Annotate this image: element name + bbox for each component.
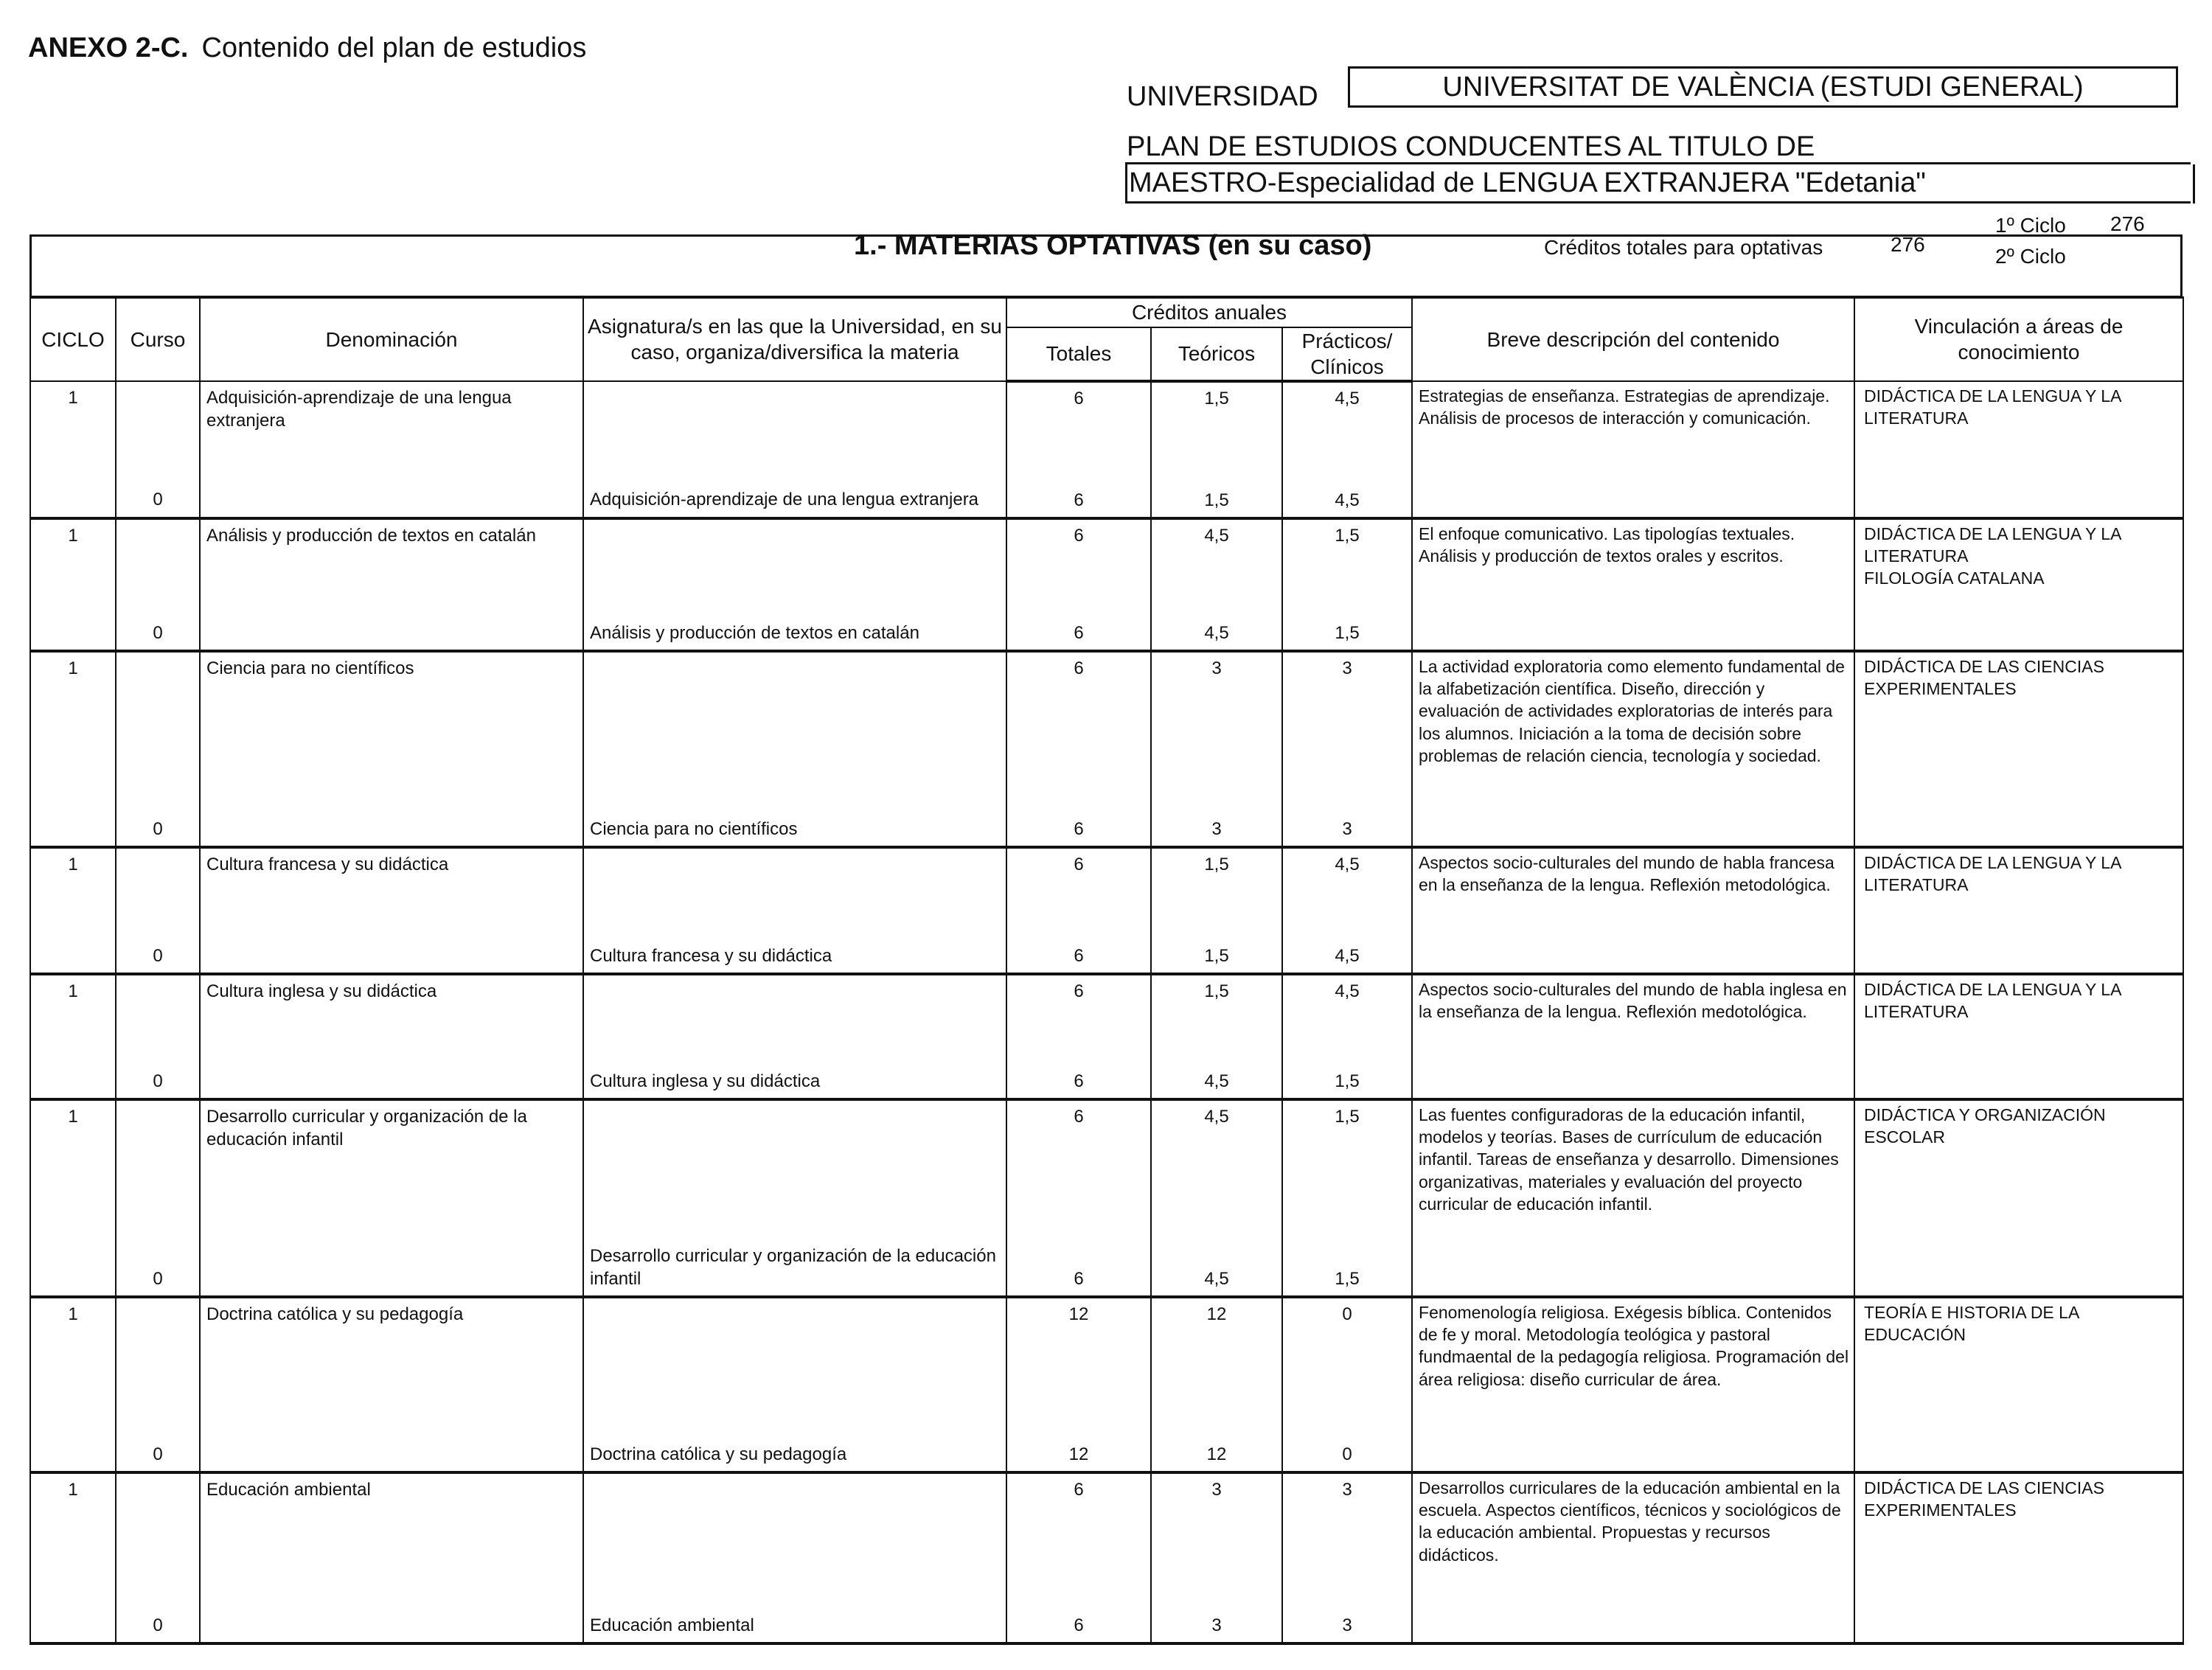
materia-totales: 6 — [1074, 658, 1084, 678]
asignatura-practicos: 1,5 — [1335, 623, 1360, 644]
materia-practicos: 3 — [1342, 1479, 1352, 1500]
table-row — [30, 1297, 2183, 1472]
asignatura-practicos: 0 — [1342, 1444, 1352, 1465]
ciclo-value: 1 — [68, 1304, 78, 1324]
materia-name: Cultura inglesa y su didáctica — [206, 981, 437, 1001]
plan-label: PLAN DE ESTUDIOS CONDUCENTES AL TITULO DE — [1127, 131, 1815, 162]
materia-teoricos: 4,5 — [1204, 1106, 1229, 1127]
table-body — [30, 381, 2183, 1643]
asignatura-teoricos: 3 — [1211, 819, 1222, 840]
asignatura-name: Cultura francesa y su didáctica — [590, 946, 832, 967]
materia-teoricos: 3 — [1211, 658, 1222, 678]
asignatura-teoricos: 1,5 — [1204, 946, 1229, 967]
ciclo-value: 1 — [68, 854, 78, 874]
ciclo-value: 1 — [68, 658, 78, 678]
curso-value: 0 — [153, 1071, 163, 1092]
asignatura-teoricos: 4,5 — [1204, 1269, 1229, 1290]
content-description: Desarrollos curriculares de la educación ambiental en la escuela. Aspectos científicos, técnicos y sociológicos de la educación ambiental. Propuestas y recursos didácticos. — [1419, 1478, 1841, 1565]
university-label: UNIVERSIDAD — [1127, 81, 1318, 112]
table-row — [30, 1472, 2183, 1643]
asignatura-teoricos: 3 — [1211, 1615, 1222, 1636]
section-title: 1.- MATERIAS OPTATIVAS (en su caso) — [854, 230, 1372, 261]
knowledge-area: DIDÁCTICA DE LAS CIENCIAS EXPERIMENTALES — [1864, 1478, 2104, 1520]
materia-teoricos: 1,5 — [1204, 854, 1229, 874]
asignatura-practicos: 3 — [1342, 1615, 1352, 1636]
curso-value: 0 — [153, 1269, 163, 1290]
knowledge-area: DIDÁCTICA DE LAS CIENCIAS EXPERIMENTALES — [1864, 656, 2104, 698]
col-practicos: Prácticos/ Clínicos — [1282, 327, 1412, 381]
materia-practicos: 1,5 — [1335, 525, 1360, 546]
col-curso: Curso — [116, 298, 200, 381]
materia-totales: 6 — [1074, 1106, 1084, 1127]
col-creditos-anuales: Créditos anuales — [1006, 298, 1412, 327]
knowledge-areas — [1855, 849, 2183, 897]
materia-name: Cultura francesa y su didáctica — [206, 854, 449, 874]
knowledge-areas — [1855, 382, 2183, 430]
credits-total-label: Créditos totales para optativas — [1544, 236, 1823, 259]
materia-teoricos: 1,5 — [1204, 981, 1229, 1001]
knowledge-area: TEORÍA E HISTORIA DE LA EDUCACIÓN — [1864, 1302, 2079, 1344]
asignatura-totales: 6 — [1074, 946, 1084, 967]
content-description: Estrategias de enseñanza. Estrategias de aprendizaje. Análisis de procesos de interacción y comunicación. — [1419, 386, 1830, 428]
curso-value: 0 — [153, 1615, 163, 1636]
annex-heading — [28, 32, 586, 64]
asignatura-name: Desarrollo curricular y organización de la educación infantil — [590, 1246, 996, 1290]
curso-value: 0 — [153, 490, 163, 510]
table-row — [30, 381, 2183, 518]
knowledge-areas — [1855, 1474, 2183, 1522]
knowledge-area: DIDÁCTICA DE LA LENGUA Y LA LITERATURA — [1864, 386, 2121, 428]
materia-name: Ciencia para no científicos — [206, 658, 414, 678]
ciclo-value: 1 — [68, 1479, 78, 1500]
materia-practicos: 1,5 — [1335, 1106, 1360, 1127]
content-description: Aspectos socio-culturales del mundo de habla francesa en la enseñanza de la lengua. Reflexión metodológica. — [1419, 852, 1834, 894]
asignatura-name: Adquisición-aprendizaje de una lengua extranjera — [590, 490, 979, 510]
table-row — [30, 1099, 2183, 1297]
asignatura-name: Doctrina católica y su pedagogía — [590, 1444, 847, 1465]
table-row — [30, 518, 2183, 651]
knowledge-area: DIDÁCTICA DE LA LENGUA Y LA LITERATURA — [1864, 979, 2121, 1021]
asignatura-name: Análisis y producción de textos en catalán — [590, 623, 919, 644]
materia-name: Adquisición-aprendizaje de una lengua extranjera — [206, 387, 512, 431]
table-row — [30, 651, 2183, 847]
materia-name: Educación ambiental — [206, 1479, 371, 1500]
materia-teoricos: 12 — [1206, 1304, 1227, 1324]
knowledge-area: DIDÁCTICA Y ORGANIZACIÓN ESCOLAR — [1864, 1104, 2106, 1147]
materia-teoricos: 4,5 — [1204, 525, 1229, 546]
asignatura-teoricos: 1,5 — [1204, 490, 1229, 511]
optativas-table — [29, 296, 2184, 1645]
col-ciclo: CICLO — [30, 298, 116, 381]
col-denominacion: Denominación — [200, 298, 583, 381]
asignatura-practicos: 3 — [1342, 819, 1352, 840]
asignatura-name: Cultura inglesa y su didáctica — [590, 1071, 821, 1092]
col-vinculacion: Vinculación a áreas de conocimiento — [1854, 298, 2183, 381]
university-value: UNIVERSITAT DE VALÈNCIA (ESTUDI GENERAL) — [1348, 66, 2178, 108]
curso-value: 0 — [153, 819, 163, 840]
credits-total-value: 276 — [1891, 233, 1925, 256]
materia-practicos: 0 — [1342, 1304, 1352, 1324]
asignatura-name: Ciencia para no científicos — [590, 819, 798, 840]
col-totales: Totales — [1006, 327, 1151, 381]
asignatura-name: Educación ambiental — [590, 1615, 754, 1636]
curso-value: 0 — [153, 1444, 163, 1465]
asignatura-totales: 12 — [1068, 1444, 1089, 1465]
materia-totales: 6 — [1074, 388, 1084, 408]
asignatura-totales: 6 — [1074, 819, 1084, 840]
knowledge-areas — [1855, 520, 2183, 590]
materia-name: Desarrollo curricular y organización de la educación infantil — [206, 1106, 527, 1149]
content-description: Aspectos socio-culturales del mundo de habla inglesa en la enseñanza de la lengua. Reflexión medotológica. — [1419, 979, 1847, 1021]
asignatura-teoricos: 12 — [1206, 1444, 1227, 1465]
curso-value: 0 — [153, 623, 163, 644]
materia-practicos: 4,5 — [1335, 854, 1360, 874]
ciclo-value: 1 — [68, 387, 78, 408]
knowledge-areas — [1855, 1298, 2183, 1346]
asignatura-teoricos: 4,5 — [1204, 623, 1229, 644]
materia-practicos: 4,5 — [1335, 388, 1360, 408]
asignatura-practicos: 1,5 — [1335, 1269, 1360, 1290]
asignatura-totales: 6 — [1074, 623, 1084, 644]
content-description: El enfoque comunicativo. Las tipologías textuales. Análisis y producción de textos orales y escritos. — [1419, 523, 1795, 566]
knowledge-area: FILOLOGÍA CATALANA — [1864, 568, 2045, 588]
materia-teoricos: 3 — [1211, 1479, 1222, 1500]
knowledge-areas — [1855, 653, 2183, 700]
materia-totales: 6 — [1074, 854, 1084, 874]
materia-totales: 12 — [1068, 1304, 1089, 1324]
content-description: Las fuentes configuradoras de la educación infantil, modelos y teorías. Bases de currículum de educación infantil. Tareas de enseñanza y desarrollo. Dimensiones organizativas, materiales y evaluación del proyecto curricular de educación infantil. — [1419, 1104, 1839, 1214]
asignatura-practicos: 1,5 — [1335, 1071, 1360, 1092]
ciclo-value: 1 — [68, 525, 78, 546]
curso-value: 0 — [153, 946, 163, 967]
col-asignaturas: Asignatura/s en las que la Universidad, en su caso, organiza/diversifica la materia — [583, 298, 1006, 381]
ciclo2-label: 2º Ciclo — [1995, 245, 2066, 268]
materia-name: Doctrina católica y su pedagogía — [206, 1304, 464, 1324]
table-row — [30, 847, 2183, 974]
asignatura-teoricos: 4,5 — [1204, 1071, 1229, 1092]
content-description: La actividad exploratoria como elemento fundamental de la alfabetización científica. Diseño, dirección y evaluación de actividades exploratorias de interés para los alumnos. Iniciación a la toma de decisión sobre problemas de relación ciencia, tecnología y sociedad. — [1419, 656, 1845, 765]
materia-practicos: 3 — [1342, 658, 1352, 678]
asignatura-practicos: 4,5 — [1335, 490, 1360, 511]
content-description: Fenomenología religiosa. Exégesis bíblica. Contenidos de fe y moral. Metodología teológica y pastoral fundmaental de la pedagogía religiosa. Programación del área religiosa: diseño curricular de área. — [1419, 1302, 1849, 1389]
materia-totales: 6 — [1074, 1479, 1084, 1500]
ciclo1-label: 1º Ciclo — [1995, 214, 2066, 237]
degree-title: MAESTRO-Especialidad de LENGUA EXTRANJERA "Edetania" — [1125, 162, 2191, 203]
asignatura-totales: 6 — [1074, 1269, 1084, 1290]
ciclo1-value: 276 — [2110, 212, 2145, 235]
materia-teoricos: 1,5 — [1204, 388, 1229, 408]
ciclo-value: 1 — [68, 1106, 78, 1127]
knowledge-areas — [1855, 975, 2183, 1023]
asignatura-totales: 6 — [1074, 1615, 1084, 1636]
col-descripcion: Breve descripción del contenido — [1412, 298, 1854, 381]
table-row — [30, 974, 2183, 1099]
asignatura-totales: 6 — [1074, 1071, 1084, 1092]
ciclo-value: 1 — [68, 981, 78, 1001]
asignatura-totales: 6 — [1074, 490, 1084, 511]
knowledge-area: DIDÁCTICA DE LA LENGUA Y LA LITERATURA — [1864, 523, 2121, 566]
annex-title: Contenido del plan de estudios — [201, 32, 587, 63]
annex-label: ANEXO 2-C. — [28, 32, 189, 63]
materia-totales: 6 — [1074, 525, 1084, 546]
knowledge-area: DIDÁCTICA DE LA LENGUA Y LA LITERATURA — [1864, 852, 2121, 894]
asignatura-practicos: 4,5 — [1335, 946, 1360, 967]
materia-practicos: 4,5 — [1335, 981, 1360, 1001]
materia-name: Análisis y producción de textos en catalán — [206, 525, 536, 546]
col-teoricos: Teóricos — [1151, 327, 1282, 381]
materia-totales: 6 — [1074, 981, 1084, 1001]
knowledge-areas — [1855, 1101, 2183, 1149]
